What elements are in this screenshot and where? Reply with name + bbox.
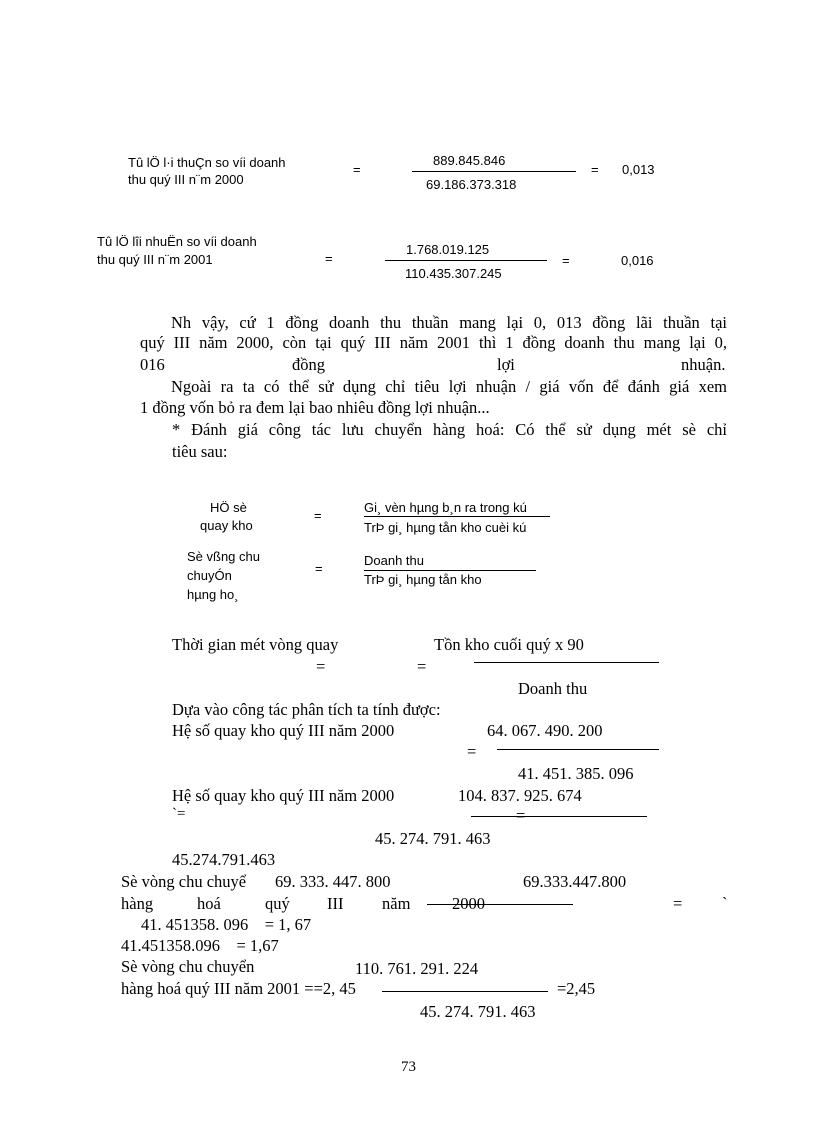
ratio-2000-label-line1: Tû lÖ l·i thuÇn so víi doanh: [128, 155, 286, 170]
formula-label-line: Sè vßng chu: [187, 549, 260, 564]
calc-word: hoá: [197, 894, 221, 913]
paragraph-word: 016: [140, 355, 165, 374]
formula-denominator: Doanh thu: [518, 679, 588, 698]
ratio-2000-denominator: 69.186.373.318: [426, 177, 517, 192]
formula-label-line: chuyÓn: [187, 568, 232, 583]
paragraph-line: Nh vậy, cứ 1 đồng doanh thu thuần mang lại 0, 013 đồng lãi thuần tại: [171, 313, 727, 332]
calc-intro: Dựa vào công tác phân tích ta tính được:: [172, 700, 441, 719]
ratio-2000-equals-2: =: [591, 162, 599, 177]
formula-denominator: TrÞ gi¸ hµng tån kho: [364, 572, 482, 587]
formula-denominator: TrÞ gi¸ hµng tån kho cuèi kú: [364, 520, 527, 535]
paragraph-word: đồng: [292, 355, 325, 374]
calc-label: Hệ số quay kho quý III năm 2000: [172, 721, 395, 740]
ratio-2001-result: 0,016: [621, 253, 654, 268]
ratio-2001-fraction-bar: [385, 260, 547, 261]
calc-denominator: 45. 274. 791. 463: [375, 829, 491, 848]
formula-fraction-bar: [364, 570, 536, 571]
calc-numerator: 64. 067. 490. 200: [487, 721, 603, 740]
formula-equals: =: [417, 657, 427, 676]
calc-word: quý: [265, 894, 290, 913]
calc-result-line: 41. 451358. 096 = 1, 67: [141, 915, 312, 934]
paragraph-word: lợi: [497, 355, 515, 374]
calc-line: hàng hoá quý III năm 2001 ==2, 45: [121, 979, 356, 998]
calc-repeat-value: 45.274.791.463: [172, 850, 276, 869]
calc-word: III: [327, 894, 344, 913]
page-number: 73: [401, 1059, 416, 1075]
calc-value: 69.333.447.800: [523, 872, 627, 891]
calc-fraction-bar: [497, 749, 659, 750]
calc-tick: `: [722, 894, 728, 913]
ratio-2001-equals-2: =: [562, 253, 570, 268]
ratio-2000-equals: =: [353, 162, 361, 177]
calc-numerator: 104. 837. 925. 674: [458, 786, 582, 805]
calc-numerator: 110. 761. 291. 224: [355, 959, 479, 978]
formula-numerator: Doanh thu: [364, 553, 424, 568]
ratio-2001-denominator: 110.435.307.245: [405, 266, 502, 281]
paragraph-line: quý III năm 2000, còn tại quý III năm 2001 thì 1 đồng doanh thu mang lại 0,: [140, 333, 727, 352]
calc-word: hàng: [121, 894, 154, 913]
formula-numerator: Tồn kho cuối quý x 90: [434, 635, 584, 654]
calc-prefix: `=: [172, 806, 186, 822]
calc-equals: =: [516, 806, 526, 825]
ratio-2001-label-line1: Tû lÖ lîi nhuËn so víi doanh: [97, 234, 257, 249]
calc-year-struck: 2000: [452, 894, 485, 913]
calc-denominator: 41. 451. 385. 096: [518, 764, 634, 783]
calc-result: =2,45: [557, 979, 596, 998]
formula-numerator: Gi¸ vèn hµng b¸n ra trong kú: [364, 500, 527, 515]
formula-label-line: HÖ sè: [210, 500, 247, 515]
formula-fraction-bar: [364, 516, 550, 517]
calc-equals: =: [673, 894, 683, 913]
ratio-2001-equals: =: [325, 251, 333, 266]
calc-denominator: 45. 274. 791. 463: [420, 1002, 536, 1021]
formula-equals: =: [315, 561, 323, 576]
formula-label: Thời gian mét vòng quay: [172, 635, 339, 654]
ratio-2000-fraction-bar: [412, 171, 576, 172]
ratio-2001-label-line2: thu quý III n¨m 2001: [97, 252, 213, 267]
calc-value: 69. 333. 447. 800: [275, 872, 391, 891]
paragraph-line: tiêu sau:: [172, 442, 228, 461]
calc-result-line: 41.451358.096 = 1,67: [121, 936, 279, 955]
ratio-2000-label-line2: thu quý III n¨m 2000: [128, 172, 244, 187]
calc-label: Hệ số quay kho quý III năm 2000: [172, 786, 395, 805]
calc-label: Sè vòng chu chuyển: [121, 957, 255, 976]
calc-equals: =: [467, 742, 477, 761]
paragraph-line: * Đánh giá công tác lưu chuyển hàng hoá: Có thể sử dụng mét sè chỉ: [172, 420, 727, 439]
ratio-2001-numerator: 1.768.019.125: [406, 242, 490, 257]
calc-fraction-bar: [471, 816, 647, 817]
formula-equals: =: [316, 657, 326, 676]
formula-fraction-bar: [474, 662, 659, 663]
calc-word: năm: [382, 894, 411, 913]
paragraph-line: Ngoài ra ta có thể sử dụng chỉ tiêu lợi nhuận / giá vốn để đánh giá xem: [171, 377, 727, 396]
calc-fraction-bar: [382, 991, 548, 992]
ratio-2000-result: 0,013: [622, 162, 655, 177]
calc-label: Sè vòng chu chuyể: [121, 872, 247, 891]
formula-label-line: hµng ho¸: [187, 587, 239, 602]
paragraph-word: nhuận.: [681, 355, 726, 374]
ratio-2000-numerator: 889.845.846: [433, 153, 506, 168]
formula-equals: =: [314, 508, 322, 523]
paragraph-line: 1 đồng vốn bỏ ra đem lại bao nhiêu đồng lợi nhuận...: [140, 398, 490, 417]
calc-fraction-bar: [427, 904, 573, 905]
formula-label-line: quay kho: [200, 518, 253, 533]
